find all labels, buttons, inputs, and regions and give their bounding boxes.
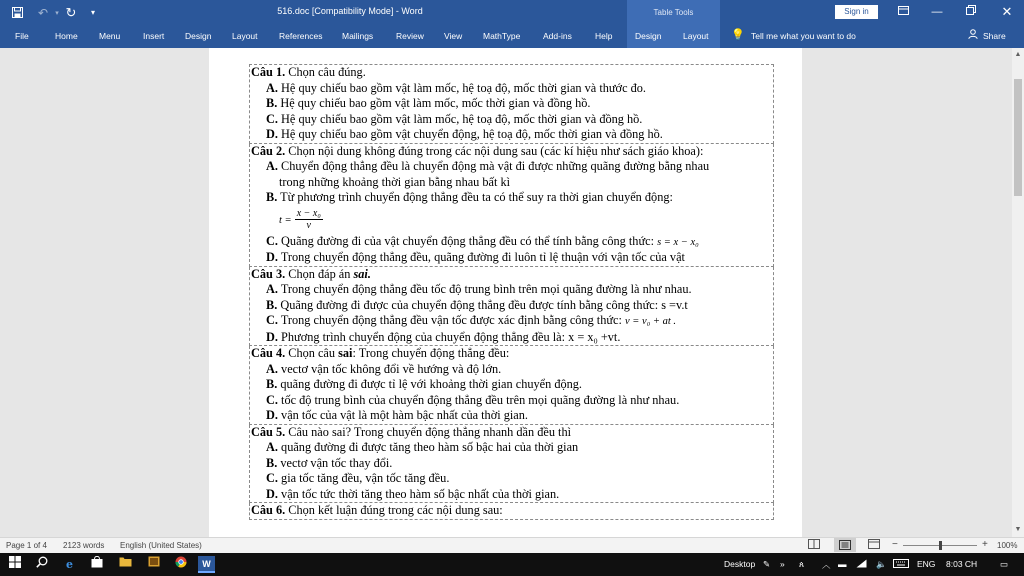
option-text: Trong chuyển động thẳng đều, quãng đường đi luôn tỉ lệ thuận với vận tốc của vật xyxy=(280,250,685,264)
option-letter: D. xyxy=(266,250,278,264)
option-text: Hệ quy chiếu bao gồm vật chuyển động, hệ toạ độ, mốc thời gian và đồng hồ. xyxy=(281,127,663,141)
redo-icon[interactable]: ↻ xyxy=(65,4,77,20)
question-text: Câu nào sai? Trong chuyển động thẳng nhanh dần đều thì xyxy=(288,424,572,439)
scroll-thumb[interactable] xyxy=(1014,79,1022,196)
option-letter: B. xyxy=(266,455,278,470)
zoom-in-icon[interactable]: + xyxy=(982,539,988,550)
page-count[interactable]: Page 1 of 4 xyxy=(6,541,47,550)
tell-me-search[interactable]: Tell me what you want to do xyxy=(751,31,856,41)
desktop-toolbar[interactable]: Desktop xyxy=(724,559,756,569)
answer-option xyxy=(250,362,773,378)
option-text: Quãng đường đi được của chuyển động thẳng đều được tính bằng công thức: s =v.t xyxy=(280,297,688,312)
customize-qat-icon[interactable]: ▾ xyxy=(90,8,95,17)
tab-menu[interactable]: Menu xyxy=(99,31,121,41)
chat-icon[interactable]: ✎ xyxy=(763,559,771,569)
option-letter: D. xyxy=(266,408,278,422)
ribbon-tabs xyxy=(0,25,1024,48)
question-stem xyxy=(250,65,773,81)
people-icon[interactable]: ጰ xyxy=(799,559,805,569)
answer-option xyxy=(250,456,773,472)
tab-mathtype[interactable]: MathType xyxy=(483,31,521,41)
formula-lhs: t = xyxy=(279,214,292,226)
option-letter: C. xyxy=(266,233,278,248)
answer-option xyxy=(250,127,773,143)
option-continuation: trong những khoảng thời gian bằng nhau bất kì xyxy=(279,174,511,189)
question-text: Chọn kết luận đúng trong các nội dung sau: xyxy=(288,503,503,517)
question-stem xyxy=(250,144,773,160)
restore-icon[interactable] xyxy=(960,3,982,21)
option-text: quãng đường đi được tỉ lệ với khoảng thời gian chuyển động. xyxy=(280,377,582,391)
undo-icon[interactable]: ↶ xyxy=(37,5,49,20)
question-stem xyxy=(250,267,773,283)
search-icon[interactable] xyxy=(33,556,50,573)
option-text: Hệ quy chiếu bao gồm vật làm mốc, mốc thời gian và đồng hồ. xyxy=(280,96,591,110)
option-text: Hệ quy chiếu bao gồm vật làm mốc, hệ toạ độ, mốc thời gian và đồng hồ. xyxy=(281,111,643,126)
edge-browser-icon[interactable]: e xyxy=(66,558,73,571)
zoom-out-icon[interactable]: − xyxy=(892,539,898,550)
undo-dropdown-icon[interactable]: ▾ xyxy=(55,9,59,17)
taskbar xyxy=(0,553,1024,576)
fraction-denominator: v xyxy=(306,220,311,232)
word-app-icon[interactable]: W xyxy=(198,556,215,573)
scroll-down-icon[interactable]: ▼ xyxy=(1014,526,1022,533)
question-table xyxy=(249,64,774,520)
clock[interactable]: 8:03 CH xyxy=(946,559,978,569)
option-text: vận tốc của vật là một hàm bậc nhất của thời gian. xyxy=(281,408,528,422)
option-letter: A. xyxy=(266,282,278,296)
option-letter: A. xyxy=(266,80,278,95)
option-text: Chuyển động thẳng đều là chuyển động mà vật đi được những quãng đường bằng nhau xyxy=(281,159,710,173)
table-tools-label: Table Tools xyxy=(627,0,720,25)
chrome-icon[interactable] xyxy=(172,556,189,573)
question-text: Chọn câu đúng. xyxy=(288,65,366,79)
option-text: vận tốc tức thời tăng theo hàm số bậc nhất của thời gian. xyxy=(281,486,560,501)
question-stem xyxy=(250,346,773,362)
answer-option xyxy=(250,393,773,409)
read-mode-icon[interactable] xyxy=(808,539,820,551)
fraction-numerator: x − x₀ xyxy=(296,208,321,220)
answer-option xyxy=(250,159,773,175)
share-button[interactable]: Share xyxy=(983,31,1006,41)
tab-table-design[interactable]: Design xyxy=(635,31,662,41)
notifications-icon[interactable]: ▭ xyxy=(1000,559,1009,569)
document-page[interactable] xyxy=(209,48,802,537)
photos-icon[interactable] xyxy=(145,556,162,573)
option-text: Phương trình chuyển động của chuyển động thẳng đều là: x = x₀ +vt. xyxy=(281,329,621,344)
option-letter: B. xyxy=(266,297,278,312)
tab-design[interactable]: Design xyxy=(185,31,212,41)
question-number: Câu 6. xyxy=(251,503,286,517)
option-letter: A. xyxy=(266,159,278,173)
answer-option xyxy=(250,408,773,424)
option-text: vectơ vận tốc không đổi về hướng và độ lớn. xyxy=(281,361,502,376)
question-number: Câu 5. xyxy=(251,424,286,439)
title-bar xyxy=(0,0,1024,25)
tab-review[interactable]: Review xyxy=(396,31,424,41)
answer-option xyxy=(250,190,773,206)
zoom-slider-thumb[interactable] xyxy=(939,541,942,550)
option-text: Quãng đường đi của vật chuyển động thẳng đều có thể tính bằng công thức: xyxy=(281,233,654,248)
tab-table-layout[interactable]: Layout xyxy=(683,31,709,41)
status-bar xyxy=(0,537,1024,554)
person-icon[interactable] xyxy=(968,29,978,42)
keyboard-icon[interactable] xyxy=(893,559,909,570)
option-letter: C. xyxy=(266,392,278,407)
answer-option xyxy=(250,234,773,251)
zoom-level[interactable]: 100% xyxy=(997,541,1018,550)
language-indicator[interactable]: English (United States) xyxy=(120,541,202,550)
question-number: Câu 4. xyxy=(251,346,286,360)
document-title: 516.doc [Compatibility Mode] - Word xyxy=(277,6,423,16)
option-letter: C. xyxy=(266,471,278,485)
web-layout-icon[interactable] xyxy=(868,539,880,551)
formula-inline: s = x − x₀ xyxy=(657,236,699,248)
option-text: Trong chuyển động thẳng đều tốc độ trung bình trên mọi quãng đường là như nhau. xyxy=(280,282,692,296)
answer-option xyxy=(250,377,773,393)
answer-option xyxy=(250,440,773,456)
zoom-slider[interactable] xyxy=(903,545,977,546)
option-letter: D. xyxy=(266,329,278,344)
tab-layout[interactable]: Layout xyxy=(232,31,258,41)
option-text: Hệ quy chiếu bao gồm vật làm mốc, hệ toạ độ, mốc thời gian và thước đo. xyxy=(281,80,646,95)
question-cell[interactable] xyxy=(249,267,774,347)
question-number: Câu 2. xyxy=(251,143,286,158)
volume-icon[interactable]: 🔈 xyxy=(876,559,887,569)
question-cell[interactable] xyxy=(249,144,774,267)
formula-block xyxy=(250,206,773,234)
tab-help[interactable]: Help xyxy=(595,31,613,41)
tab-references[interactable]: References xyxy=(279,31,323,41)
vertical-scrollbar[interactable] xyxy=(1012,48,1024,537)
answer-option xyxy=(250,96,773,112)
question-stem xyxy=(250,503,773,519)
option-text: tốc độ trung bình của chuyển động thẳng đều trên mọi quãng đường là như nhau. xyxy=(281,392,680,407)
question-emphasis: sai. xyxy=(353,266,371,281)
tab-add-ins[interactable]: Add-ins xyxy=(543,31,572,41)
question-stem xyxy=(250,425,773,441)
question-text: Chọn đáp án xyxy=(288,266,351,281)
word-count[interactable]: 2123 words xyxy=(63,541,105,550)
option-text: vectơ vận tốc thay đổi. xyxy=(280,455,393,470)
answer-option xyxy=(250,81,773,97)
answer-option xyxy=(250,330,773,346)
question-text-after: : Trong chuyển động thẳng đều: xyxy=(352,346,510,360)
document-workspace xyxy=(0,48,1012,537)
option-letter: C. xyxy=(266,313,278,327)
option-text: Trong chuyển động thẳng đều vận tốc được xác định bằng công thức: xyxy=(280,313,622,327)
answer-option xyxy=(250,487,773,503)
option-text: quãng đường đi được tăng theo hàm số bậc hai của thời gian xyxy=(281,440,579,454)
question-number: Câu 1. xyxy=(251,65,286,79)
option-letter: D. xyxy=(266,486,278,501)
show-hidden-icons-icon[interactable]: ︿ xyxy=(822,560,831,570)
tab-view[interactable]: View xyxy=(444,31,463,41)
option-letter: A. xyxy=(266,361,278,376)
input-language[interactable]: ENG xyxy=(917,559,936,569)
answer-option xyxy=(250,112,773,128)
option-letter: B. xyxy=(266,377,278,391)
option-letter: D. xyxy=(266,127,278,141)
option-letter: A. xyxy=(266,440,278,454)
print-layout-icon[interactable] xyxy=(834,538,856,552)
close-icon[interactable]: ✕ xyxy=(1001,4,1013,19)
answer-option xyxy=(250,250,773,266)
question-number: Câu 3. xyxy=(251,266,286,281)
network-icon[interactable] xyxy=(856,559,867,570)
answer-option xyxy=(250,298,773,314)
store-icon[interactable] xyxy=(88,556,105,573)
option-text: gia tốc tăng đều, vận tốc tăng đều. xyxy=(281,471,450,485)
tab-file[interactable]: File xyxy=(15,31,29,41)
answer-option xyxy=(250,282,773,298)
minimize-icon[interactable]: — xyxy=(931,6,943,18)
file-explorer-icon[interactable] xyxy=(117,556,134,573)
tab-home[interactable]: Home xyxy=(55,31,78,41)
question-emphasis: sai xyxy=(338,346,353,360)
scroll-up-icon[interactable]: ▲ xyxy=(1014,51,1022,58)
question-cell[interactable] xyxy=(249,346,774,425)
question-cell[interactable] xyxy=(249,503,774,520)
question-cell[interactable] xyxy=(249,64,774,144)
tray-app-icon[interactable]: ▬ xyxy=(838,559,847,569)
formula-inline: v = v₀ + at . xyxy=(624,316,677,327)
question-text: Chọn câu xyxy=(288,346,336,360)
answer-option xyxy=(250,471,773,487)
option-letter: B. xyxy=(266,190,278,204)
option-text: Từ phương trình chuyển động thẳng đều ta có thể suy ra thời gian chuyển động: xyxy=(280,190,673,204)
tab-mailings[interactable]: Mailings xyxy=(342,31,374,41)
sign-in-button[interactable]: Sign in xyxy=(835,5,878,19)
windows-start-icon[interactable] xyxy=(6,556,23,573)
toolbar-expand-icon[interactable]: » xyxy=(780,559,785,569)
question-text: Chọn nội dung không đúng trong các nội dung sau (các kí hiệu như sách giáo khoa): xyxy=(288,143,704,158)
ribbon-display-options-icon[interactable] xyxy=(892,3,914,21)
option-letter: C. xyxy=(266,111,278,126)
tab-insert[interactable]: Insert xyxy=(143,31,165,41)
formula-fraction xyxy=(295,208,323,231)
answer-option xyxy=(250,313,773,330)
option-letter: B. xyxy=(266,96,278,110)
lightbulb-icon[interactable]: 💡 xyxy=(731,29,745,41)
question-cell[interactable] xyxy=(249,425,774,504)
